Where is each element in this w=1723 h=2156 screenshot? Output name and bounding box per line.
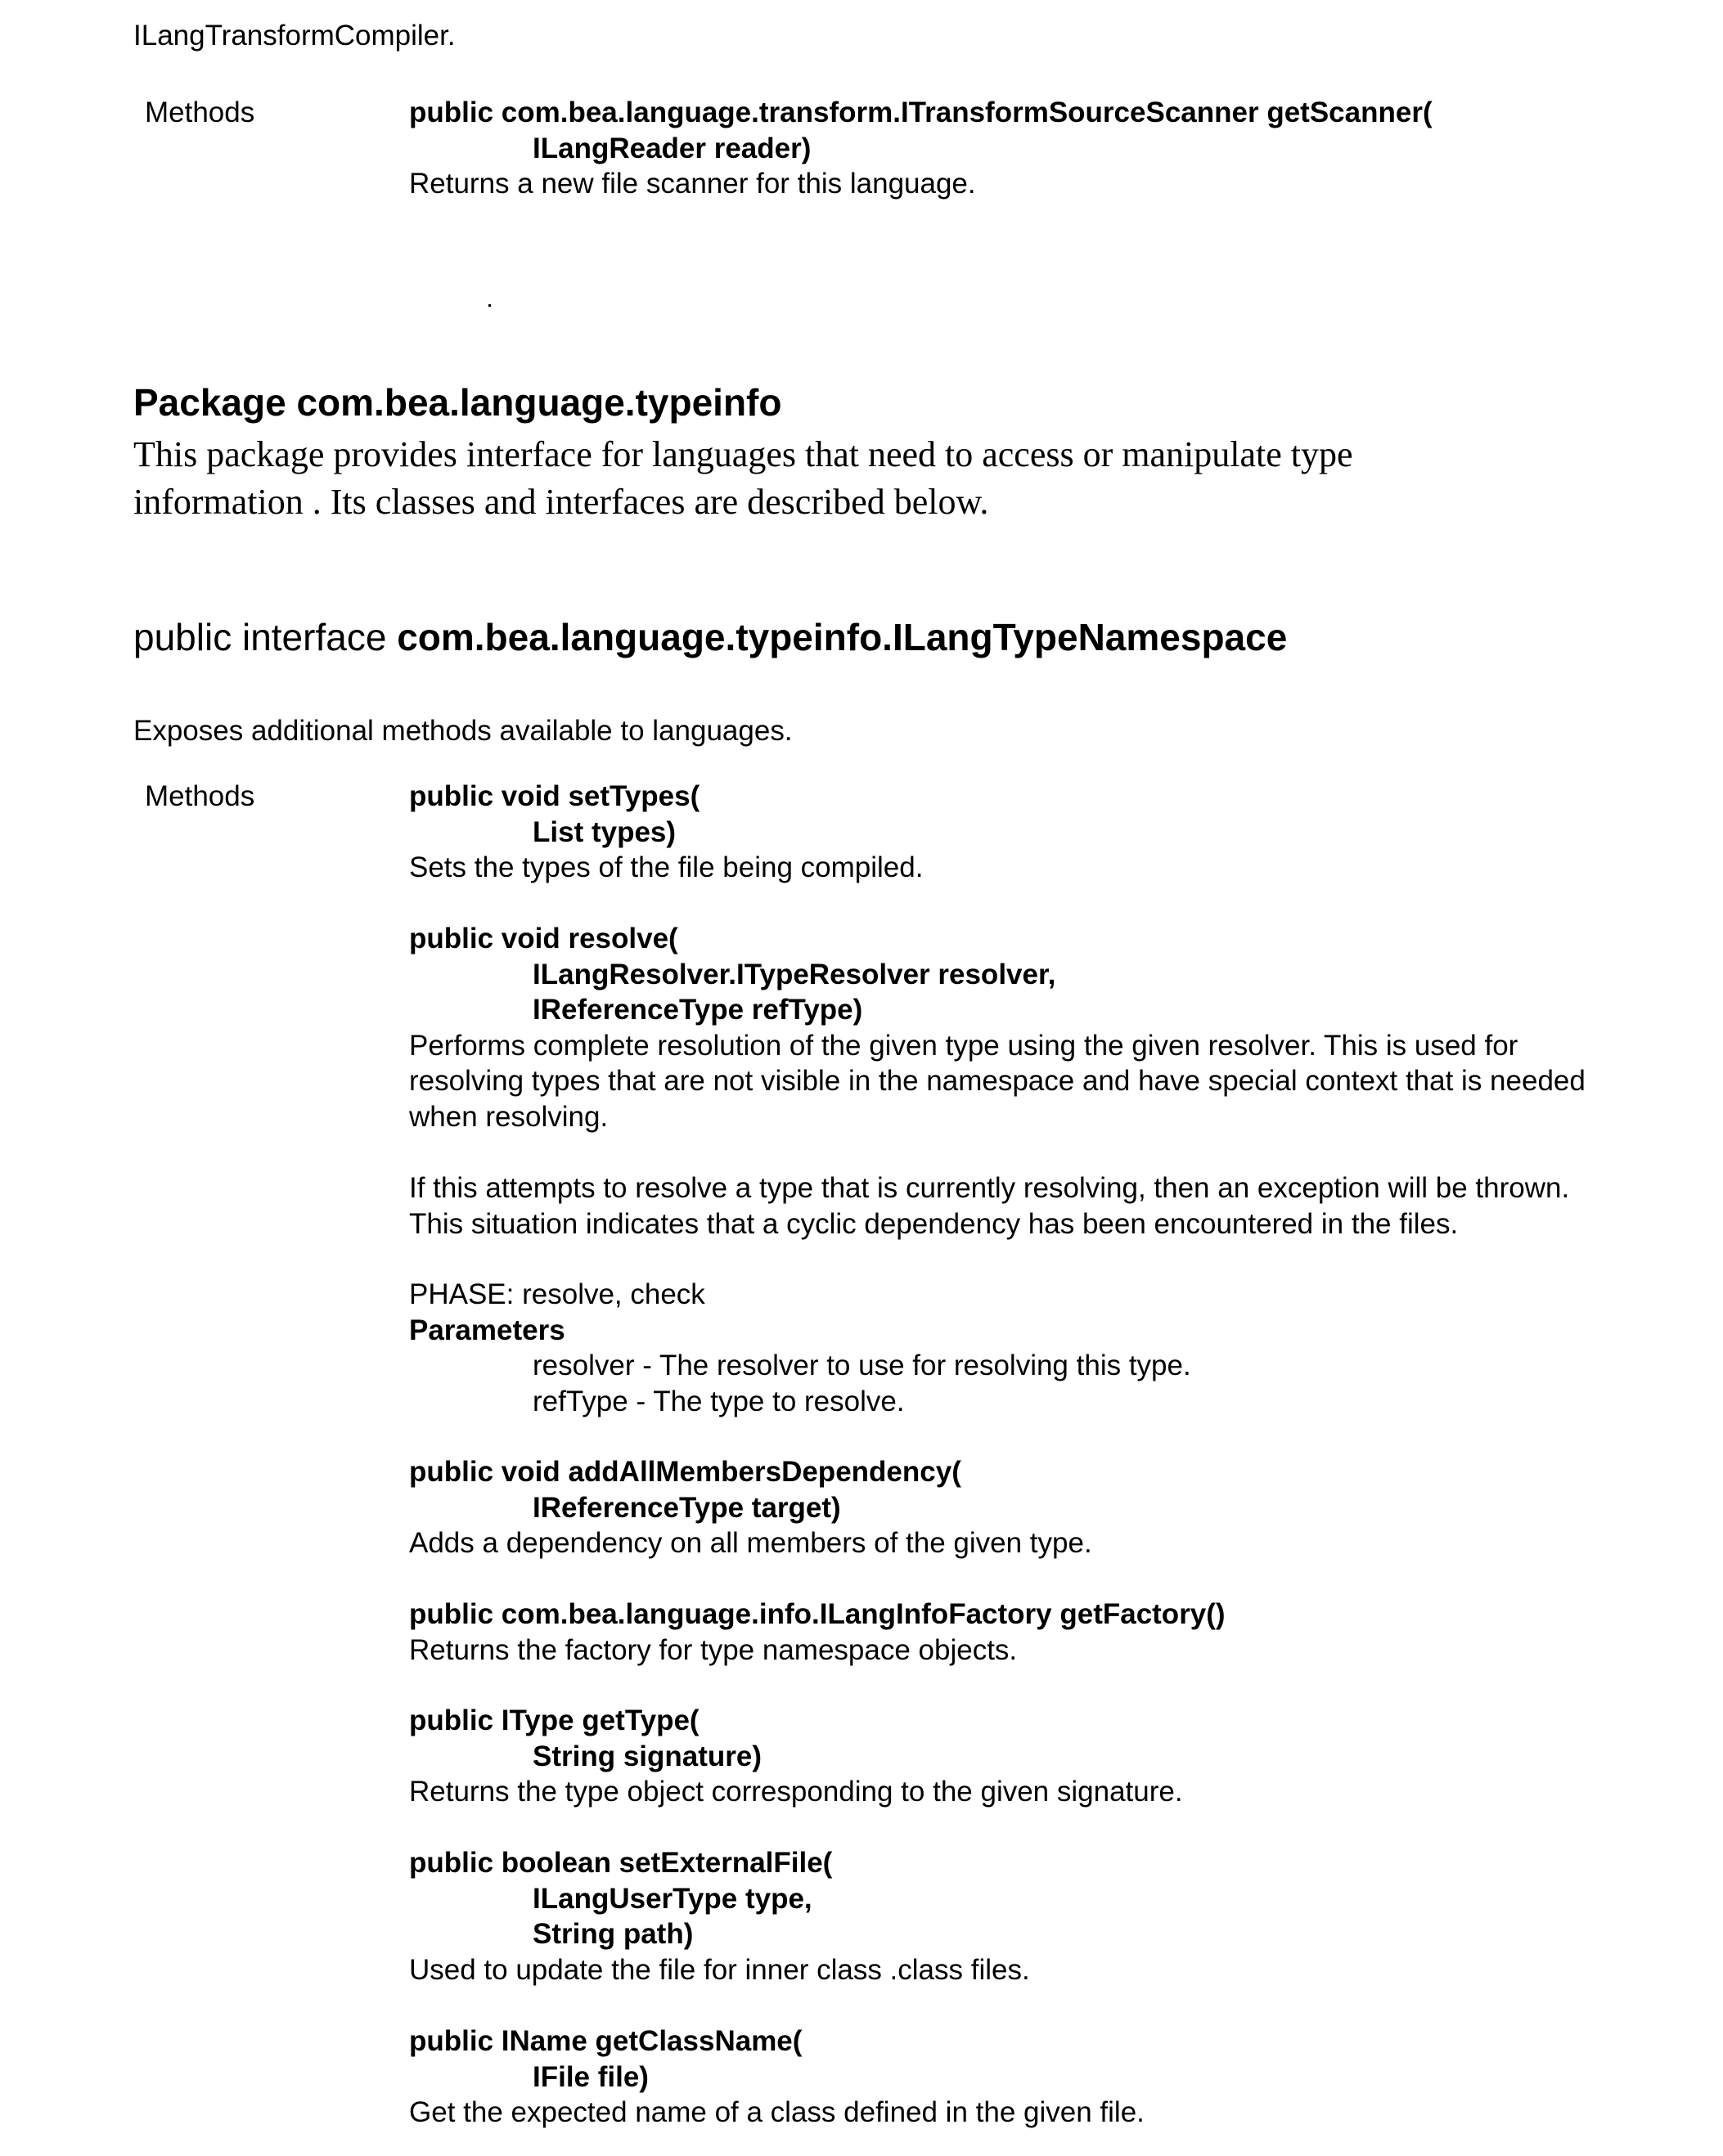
- method-signature: public com.bea.language.transform.ITransformSourceScanner getScanner(: [409, 97, 1433, 128]
- package-description-line: This package provides interface for languages that need to access or manipulate type: [133, 434, 1353, 474]
- method-signature: public boolean setExternalFile(: [409, 1847, 833, 1879]
- method-params-resolve: [409, 1277, 1718, 1419]
- method-description: Returns the type object corresponding to the given signature.: [409, 1776, 1183, 1808]
- package-heading: Package com.bea.language.typeinfo: [133, 381, 782, 424]
- method-phase: PHASE: resolve, check: [409, 1278, 705, 1310]
- parameter-item: resolver - The resolver to use for resolving this type.: [533, 1350, 1191, 1381]
- methods-label: Methods: [145, 97, 255, 128]
- method-entry-setTypes: [409, 779, 1718, 886]
- method-entry-addAllMembersDependency: [409, 1454, 1718, 1561]
- method-param: ILangUserType type,: [533, 1882, 812, 1915]
- method-description: Returns a new file scanner for this language.: [409, 168, 976, 200]
- method-entry-setExternalFile: [409, 1845, 1718, 1988]
- method-entry-getFactory: [409, 1597, 1718, 1668]
- methods-label: Methods: [145, 780, 255, 812]
- method-signature: public IType getType(: [409, 1705, 700, 1736]
- interface-description: Exposes additional methods available to languages.: [133, 715, 793, 747]
- method-signature: public com.bea.language.info.ILangInfoFactory getFactory(): [409, 1598, 1226, 1630]
- interface-heading-name: com.bea.language.typeinfo.ILangTypeNamespace: [397, 616, 1288, 658]
- method-signature: public void addAllMembersDependency(: [409, 1456, 961, 1488]
- method-param: String path): [533, 1918, 694, 1950]
- parameter-item: refType - The type to resolve.: [533, 1385, 905, 1417]
- method-entry-getScanner: [409, 95, 1718, 202]
- method-param: ILangResolver.ITypeResolver resolver,: [533, 958, 1056, 990]
- method-signature: public IName getClassName(: [409, 2025, 803, 2057]
- method-param: List types): [533, 815, 677, 848]
- method-note: If this attempts to resolve a type that is currently resolving, then an exception will be thrown.: [409, 1172, 1570, 1204]
- method-param: String signature): [533, 1740, 763, 1772]
- method-description: Returns the factory for type namespace objects.: [409, 1633, 1018, 1666]
- interface-heading: [133, 615, 1287, 659]
- interface-heading-prefix: public interface: [133, 616, 398, 658]
- method-signature: public void resolve(: [409, 923, 678, 954]
- interface-methods-section: [0, 779, 1723, 2153]
- method-note: This situation indicates that a cyclic dependency has been encountered in the files.: [409, 1207, 1459, 1240]
- transform-methods-section: [0, 95, 1723, 209]
- method-entry-getType: [409, 1703, 1718, 1810]
- intro-tail-text: ILangTransformCompiler.: [133, 20, 456, 52]
- method-description: resolving types that are not visible in the namespace and have special context that is needed: [409, 1065, 1586, 1097]
- method-param: IFile file): [533, 2060, 649, 2093]
- method-description: when resolving.: [409, 1100, 609, 1133]
- parameters-label: Parameters: [409, 1314, 565, 1346]
- method-param: ILangReader reader): [533, 132, 812, 164]
- package-description: [133, 431, 1688, 526]
- method-description: Get the expected name of a class defined in the given file.: [409, 2096, 1145, 2128]
- method-description: Sets the types of the file being compiled.: [409, 851, 924, 883]
- method-description: Used to update the file for inner class .class files.: [409, 1953, 1030, 1986]
- method-entry-resolve: [409, 921, 1718, 1134]
- method-param: IReferenceType target): [533, 1491, 841, 1524]
- method-note-resolve: [409, 1170, 1718, 1242]
- method-entry-getClassName: [409, 2023, 1718, 2131]
- scan-artifact-dot: [488, 304, 491, 307]
- method-description: Performs complete resolution of the given type using the given resolver. This is used for: [409, 1029, 1518, 1062]
- method-description: Adds a dependency on all members of the given type.: [409, 1527, 1092, 1559]
- method-param: IReferenceType refType): [533, 994, 863, 1026]
- package-description-line: information . Its classes and interfaces are described below.: [133, 482, 989, 522]
- method-signature: public void setTypes(: [409, 780, 700, 812]
